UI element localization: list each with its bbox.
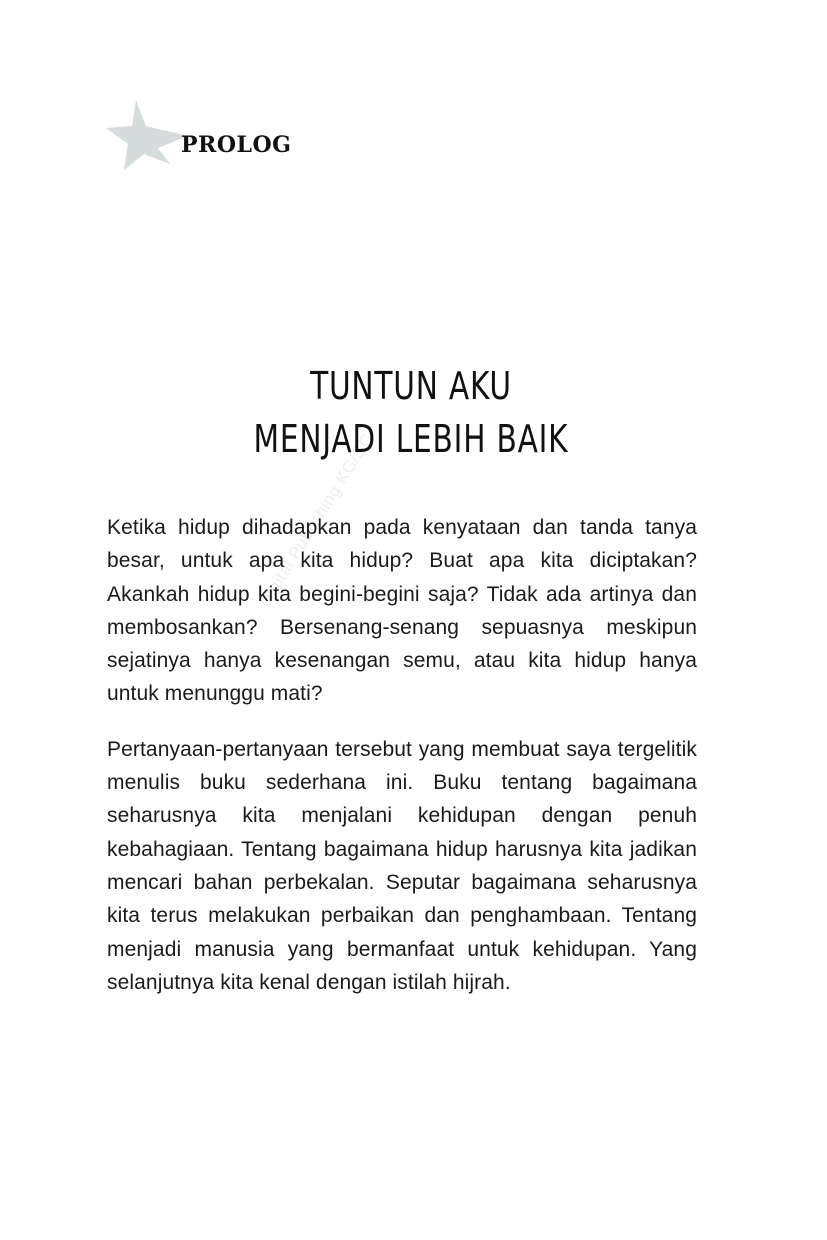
body-text bbox=[107, 511, 697, 1021]
chapter-title-line-2: MENJADI LEBIH BAIK bbox=[253, 417, 569, 462]
watermark: Digital Publishing KG/SC bbox=[255, 430, 378, 611]
chapter-title bbox=[88, 360, 733, 466]
paragraph-2: Pertanyaan-pertanyaan tersebut yang membuat saya tergelitik menulis buku sederhana ini. Buku tentang bagaimana seharusnya kita menjalani kehidupan dengan penuh kebahagiaan. Tentang bagaimana hidup harusnya kita jadikan mencari bahan perbekalan. Seputar bagaimana seharusnya kita terus melakukan perbaikan dan penghambaan. Tentang menjadi manusia yang bermanfaat untuk kehidupan. Yang selanjutnya kita kenal dengan istilah hijrah. bbox=[107, 737, 697, 994]
star-icon bbox=[104, 98, 192, 172]
chapter-title-line-1: TUNTUN AKU bbox=[310, 364, 512, 409]
chapter-label: PROLOG bbox=[181, 132, 292, 158]
chapter-header bbox=[104, 98, 324, 174]
paragraph-1: Ketika hidup dihadapkan pada kenyataan dan tanda tanya besar, untuk apa kita hidup? Buat apa kita diciptakan? Akankah hidup kita begini-begini saja? Tidak ada artinya dan membosankan? Bersenang-senang sepuasnya meskipun sejatinya hanya kesenangan semu, atau kita hidup hanya untuk menunggu mati? bbox=[107, 516, 697, 706]
